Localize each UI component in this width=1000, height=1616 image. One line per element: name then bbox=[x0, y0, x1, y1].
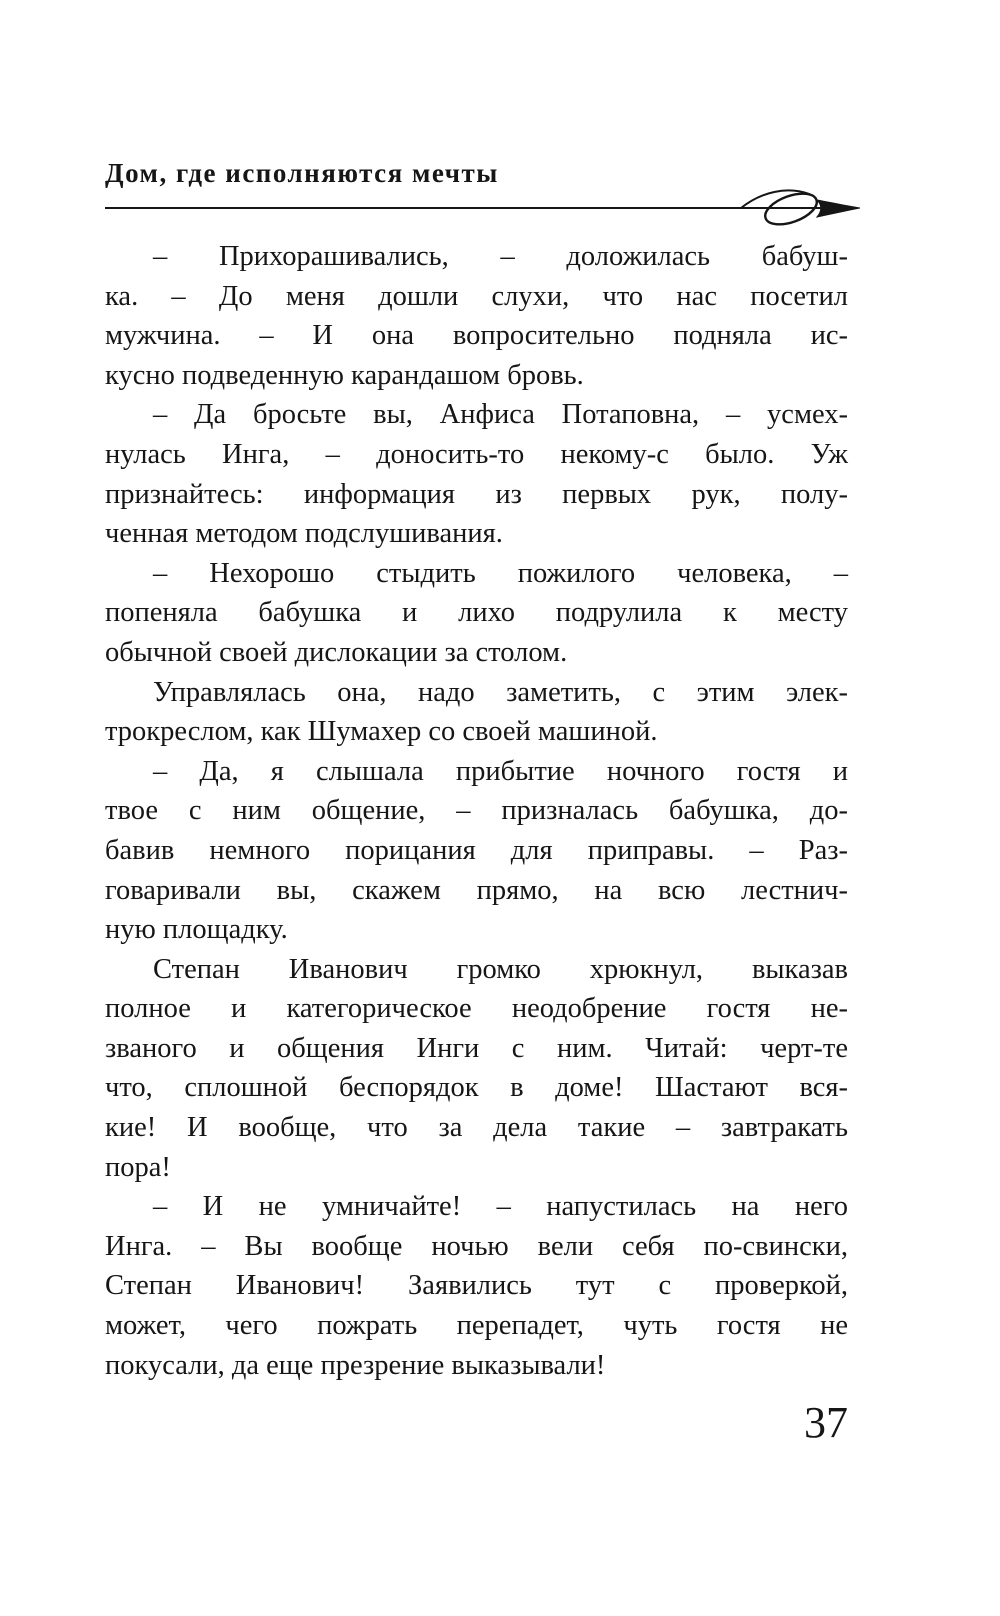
text-line: бавив немного порицания для приправы. – Раз- bbox=[105, 834, 848, 866]
running-title: Дом, где исполняются мечты bbox=[105, 158, 499, 188]
text-line: – Да, я слышала прибытие ночного гостя и bbox=[153, 755, 848, 787]
text-line: говаривали вы, скажем прямо, на всю лестнич- bbox=[105, 874, 848, 906]
text-line: обычной своей дислокации за столом. bbox=[105, 636, 568, 668]
text-line: ченная методом подслушивания. bbox=[105, 518, 503, 550]
text-line: ка. – До меня дошли слухи, что нас посетил bbox=[105, 280, 848, 312]
text-line: нулась Инга, – доносить-то некому-с было. Уж bbox=[105, 438, 848, 470]
text-line: Управлялась она, надо заметить, с этим элек- bbox=[153, 676, 848, 708]
header-rule-arrow-flourish-icon bbox=[105, 182, 860, 228]
page-body bbox=[105, 237, 848, 1385]
text-line: Инга. – Вы вообще ночью вели себя по-свински, bbox=[105, 1230, 848, 1262]
text-line: – И не умничайте! – напустилась на него bbox=[153, 1191, 848, 1223]
paragraph bbox=[105, 752, 848, 950]
text-line: – Прихорашивались, – доложилась бабуш- bbox=[153, 241, 848, 272]
text-line: – Да бросьте вы, Анфиса Потаповна, – усмех- bbox=[153, 399, 848, 431]
text-line: – Нехорошо стыдить пожилого человека, – bbox=[153, 557, 848, 589]
paragraph bbox=[105, 237, 848, 395]
paragraph bbox=[105, 673, 848, 752]
paragraph bbox=[105, 554, 848, 673]
text-line: мужчина. – И она вопросительно подняла ис- bbox=[105, 320, 848, 352]
text-line: что, сплошной беспорядок в доме! Шастают вся- bbox=[105, 1072, 848, 1104]
page-header bbox=[105, 158, 860, 228]
text-line: пора! bbox=[105, 1151, 171, 1183]
text-line: кие! И вообще, что за дела такие – завтракать bbox=[105, 1112, 848, 1144]
text-line: полное и категорическое неодобрение гостя не- bbox=[105, 993, 848, 1025]
text-line: Степан Иванович громко хрюкнул, выказав bbox=[153, 953, 848, 985]
page-number: 37 bbox=[804, 1398, 848, 1447]
text-line: признайтесь: информация из первых рук, полу- bbox=[105, 478, 848, 510]
text-line: трокреслом, как Шумахер со своей машиной. bbox=[105, 716, 658, 748]
text-line: званого и общения Инги с ним. Читай: черт-те bbox=[105, 1032, 848, 1064]
text-line: кусно подведенную карандашом бровь. bbox=[105, 359, 584, 391]
text-line: попеняла бабушка и лихо подрулила к месту bbox=[105, 597, 848, 629]
paragraph bbox=[105, 1187, 848, 1385]
paragraph bbox=[105, 395, 848, 553]
text-line: может, чего пожрать перепадет, чуть гостя не bbox=[105, 1310, 848, 1342]
text-line: Степан Иванович! Заявились тут с проверкой, bbox=[105, 1270, 848, 1302]
paragraph bbox=[105, 950, 848, 1188]
text-line: твое с ним общение, – призналась бабушка, до- bbox=[105, 795, 848, 827]
text-line: покусали, да еще презрение выказывали! bbox=[105, 1349, 606, 1381]
text-line: ную площадку. bbox=[105, 914, 288, 946]
